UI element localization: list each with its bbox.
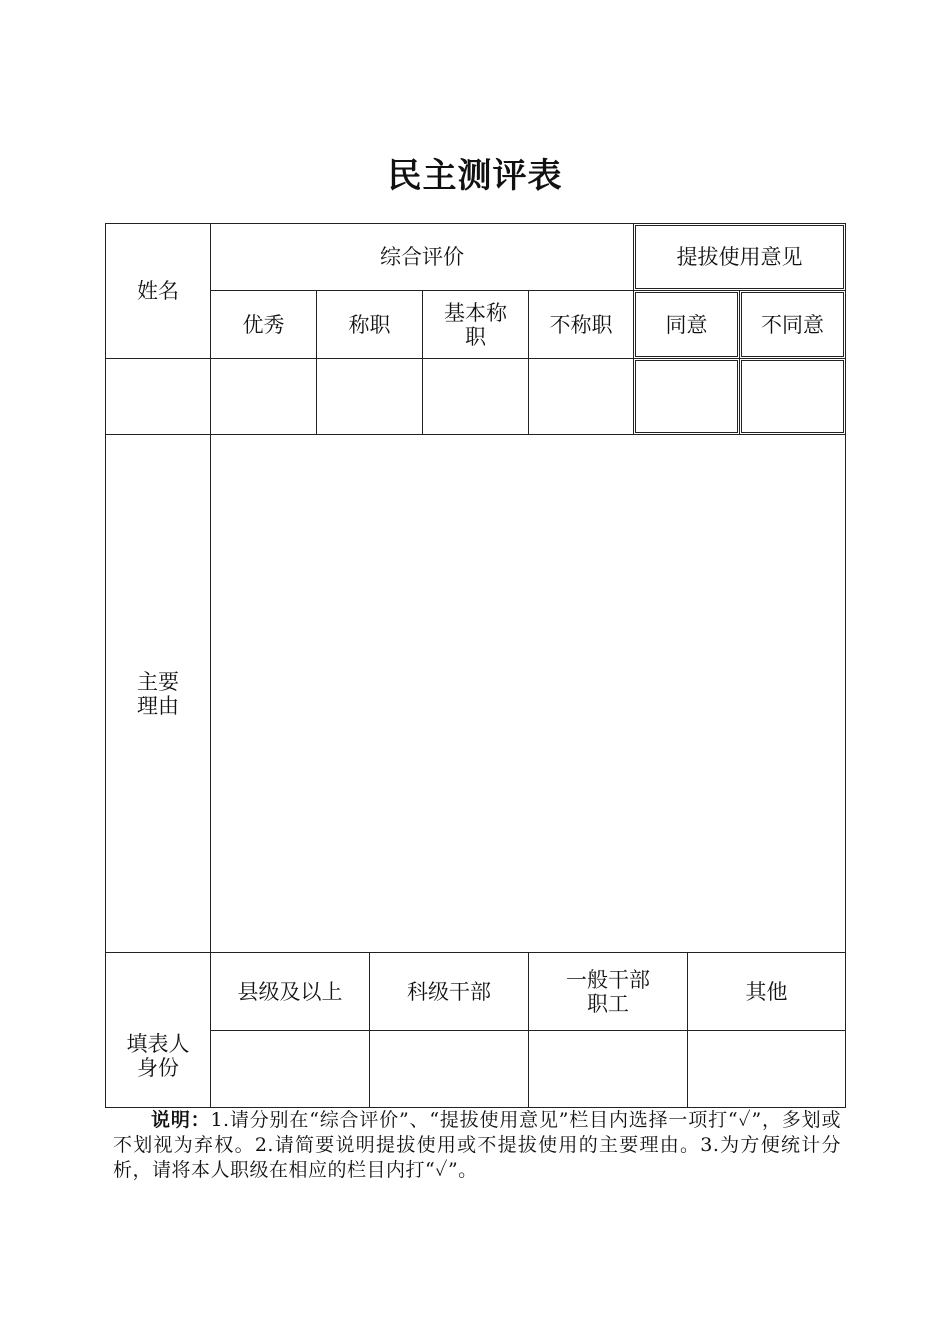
name-entry-cell[interactable] bbox=[105, 358, 211, 435]
page-title: 民主测评表 bbox=[387, 156, 563, 196]
option-excellent: 优秀 bbox=[210, 290, 317, 359]
option-agree: 同意 bbox=[633, 290, 740, 359]
identity-entry-county[interactable] bbox=[210, 1030, 370, 1108]
identity-section-level: 科级干部 bbox=[369, 952, 529, 1031]
note-label: 说明： bbox=[151, 1109, 211, 1131]
basically-competent-entry-cell[interactable] bbox=[422, 358, 529, 435]
identity-county-and-above: 县级及以上 bbox=[210, 952, 370, 1031]
option-competent: 称职 bbox=[316, 290, 423, 359]
identity-general-staff: 一般干部职工 bbox=[528, 952, 688, 1031]
disagree-entry-cell[interactable] bbox=[739, 358, 846, 435]
agree-entry-cell[interactable] bbox=[633, 358, 740, 435]
overall-header: 综合评价 bbox=[210, 223, 634, 291]
reason-entry-area[interactable] bbox=[210, 434, 846, 953]
name-header: 姓名 bbox=[105, 223, 211, 359]
identity-other: 其他 bbox=[687, 952, 846, 1031]
reason-label: 主要理由 bbox=[105, 434, 211, 953]
option-incompetent: 不称职 bbox=[528, 290, 634, 359]
identity-entry-section[interactable] bbox=[369, 1030, 529, 1108]
identity-label: 填表人身份 bbox=[105, 952, 211, 1108]
instructions-note bbox=[113, 1108, 841, 1183]
competent-entry-cell[interactable] bbox=[316, 358, 423, 435]
promotion-header: 提拔使用意见 bbox=[633, 223, 846, 291]
identity-entry-general[interactable] bbox=[528, 1030, 688, 1108]
incompetent-entry-cell[interactable] bbox=[528, 358, 634, 435]
note-text: 1.请分别在“综合评价”、“提拔使用意见”栏目内选择一项打“✓”，多划或不划视为弃权。2.请简要说明提拔使用或不提拔使用的主要理由。3.为方便统计分析，请将本人职级在相应的栏目内打“✓”。 bbox=[113, 1109, 841, 1181]
identity-entry-other[interactable] bbox=[687, 1030, 846, 1108]
option-disagree: 不同意 bbox=[739, 290, 846, 359]
option-basically-competent: 基本称职 bbox=[422, 290, 529, 359]
excellent-entry-cell[interactable] bbox=[210, 358, 317, 435]
